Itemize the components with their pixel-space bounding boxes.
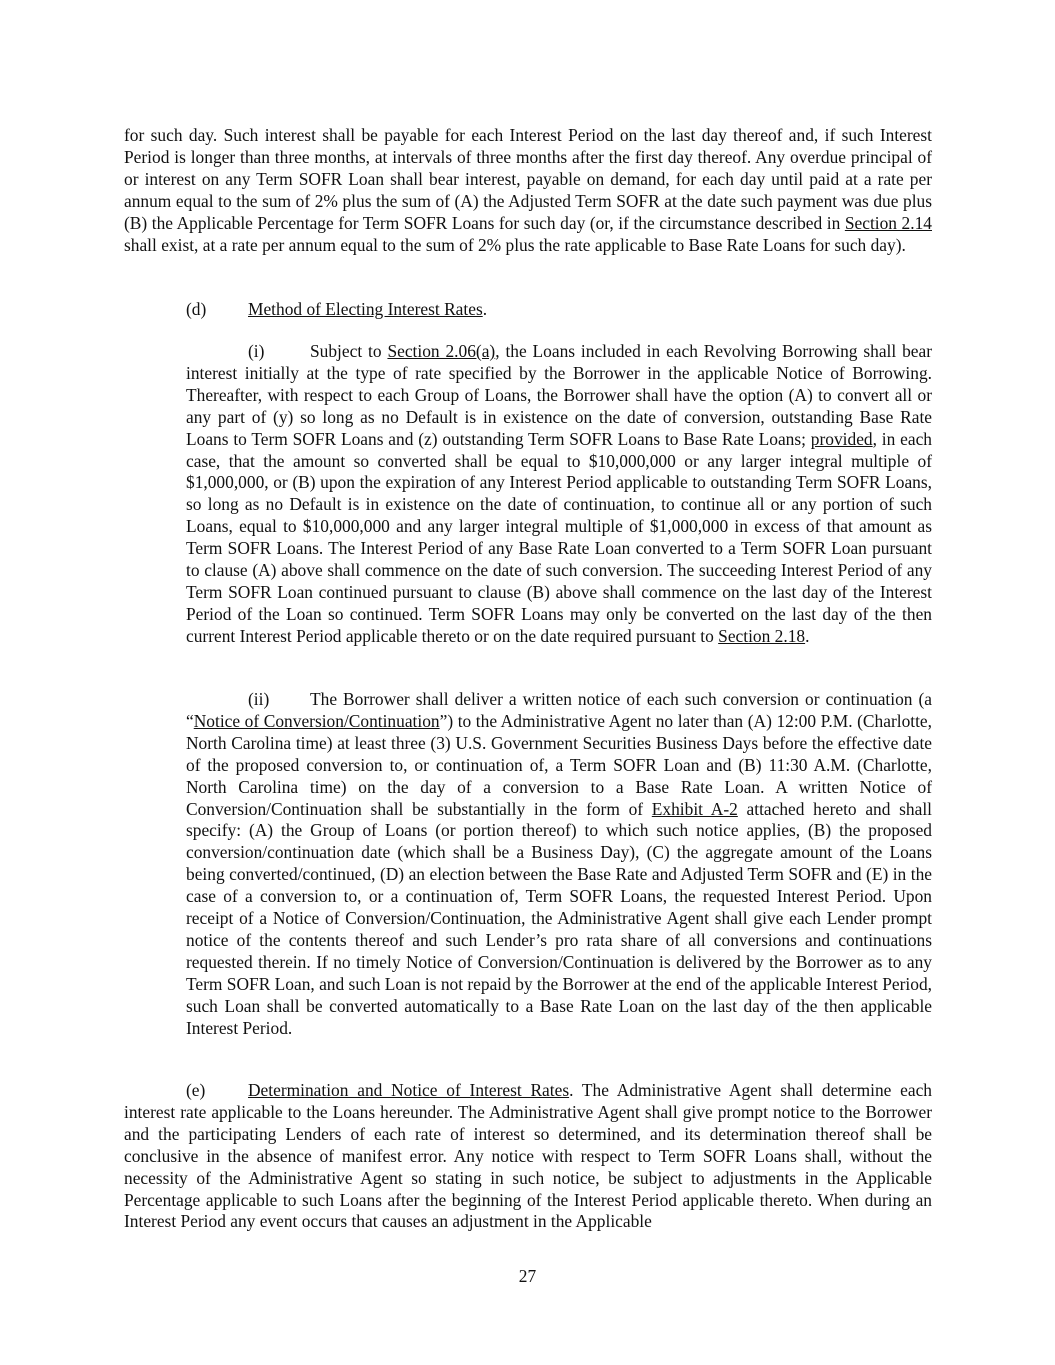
clause-d-i: (i) Subject to Section 2.06(a), the Loans included in each Revolving Borrowing shall bear interest initially at the type of rate specified by the Borrower in the applicable Notice of Borrowing. Thereafter, with respect to each Group of Loans, the Borrower shall have the option (A) to convert all or any part of (y) so long as no Default is in existence on the date of conversion, outstanding Base Rate Loans to Term SOFR Loans and (z) outstanding Term SOFR Loans to Base Rate Loans; provided, in each case, that the amount so converted shall be equal to $10,000,000 or any larger integral multiple of $1,000,000, or (B) upon the expiration of any Interest Period applicable to outstanding Term SOFR Loans, so long as no Default is in existence on the date of continuation, to continue all or any portion of such Loans, equal to $10,000,000 and any larger integral multiple of $1,000,000 in excess of that amount as Term SOFR Loans. The Interest Period of any Base Rate Loan converted to a Term SOFR Loan pursuant to clause (A) above shall commence on the date of such conversion. The succeeding Interest Period of any Term SOFR Loan continued pursuant to clause (B) above shall commence on the last day of the Interest Period of the Loan so continued. Term SOFR Loans may only be converted on the last day of the then current Interest Period applicable thereto or on the date required pursuant to Section 2.18. xyxy=(186,341,933,646)
section-2-14-reference: Section 2.14 xyxy=(844,212,932,233)
page-number: 27 xyxy=(518,1266,537,1286)
section-2-18-reference: Section 2.18 xyxy=(718,625,806,646)
provided-term: provided xyxy=(810,428,873,449)
section-2-06a-reference: Section 2.06(a) xyxy=(387,341,496,361)
subsection-e: (e) Determination and Notice of Interest Rates. The Administrative Agent shall determine each interest rate applicable to the Loans hereunder. The Administrative Agent shall give prompt notice to the Borrower and the participating Lenders of each rate of interest so determined, and its determination thereof shall be conclusive in the absence of manifest error. Any notice with respect to Term SOFR Loans shall, without the necessity of the Administrative Agent so stating in such notice, be subject to adjustments in the Applicable Percentage applicable to such Loans after the beginning of the Interest Period applicable thereto. When during an Interest Period any event occurs that causes an adjustment in the Applicable xyxy=(124,1080,932,1232)
exhibit-a-2-reference: Exhibit A-2 xyxy=(651,798,738,819)
subsection-d-heading: (d) Method of Electing Interest Rates. xyxy=(186,299,488,319)
notice-of-conversion-term: Notice of Conversion/Continuation xyxy=(193,710,440,731)
subsection-e-title: Determination and Notice of Interest Rates xyxy=(248,1080,570,1100)
paragraph-continued: for such day. Such interest shall be payable for each Interest Period on the last day thereof and, if such Interest Period is longer than three months, at intervals of three months after the first day thereof. Any overdue principal of or interest on any Term SOFR Loan shall bear interest, payable on demand, for each day until paid at a rate per annum equal to the sum of 2% plus the sum of (A) the Adjusted Term SOFR at the date such payment was due plus (B) the Applicable Percentage for Term SOFR Loans for such day (or, if the circumstance described in Section 2.14 shall exist, at a rate per annum equal to the sum of 2% plus the rate applicable to Base Rate Loans for such day). xyxy=(124,125,932,255)
subsection-d-title: Method of Electing Interest Rates xyxy=(248,299,483,319)
clause-d-ii: (ii) The Borrower shall deliver a written notice of each such conversion or continuation (a “Notice of Conversion/Continuation”) to the Administrative Agent no later than (A) 12:00 P.M. (Charlotte, North Carolina time) at least three (3) U.S. Government Securities Business Days before the effective date of the proposed conversion to, or continuation of, a Term SOFR Loan and (B) 11:30 A.M. (Charlotte, North Carolina time) on the day of a conversion to a Base Rate Loan. A written Notice of Conversion/Continuation shall be substantially in the form of Exhibit A-2 attached hereto and shall specify: (A) the Group of Loans (or portion thereof) to which such notice applies, (B) the proposed conversion/continuation date (which shall be a Business Day), (C) the aggregate amount of the Loans being converted/continued, (D) an election between the Base Rate and Adjusted Term SOFR and (E) in the case of a conversion to, or a continuation of, Term SOFR Loans, the requested Interest Period. Upon receipt of a Notice of Conversion/Continuation, the Administrative Agent shall give each Lender prompt notice of the contents thereof and such Lender’s pro rata share of all conversions and continuations requested therein. If no timely Notice of Conversion/Continuation is delivered by the Borrower as to any Term SOFR Loan, and such Loan is not repaid by the Borrower at the end of the applicable Interest Period, such Loan shall be converted automatically to a Base Rate Loan on the last day of the then applicable Interest Period. xyxy=(186,689,933,1038)
